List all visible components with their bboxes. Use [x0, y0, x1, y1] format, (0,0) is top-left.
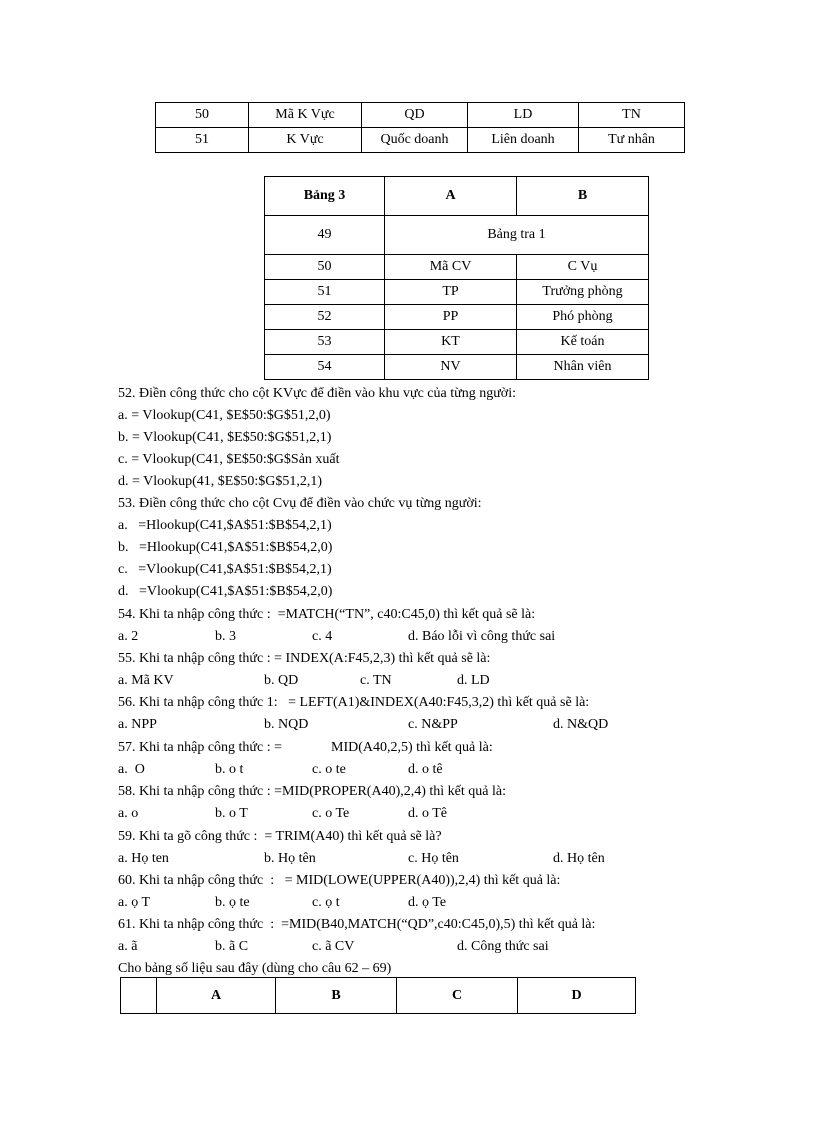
answer-option: a. Mã KV [118, 673, 174, 688]
table-cell: Phó phòng [517, 305, 649, 330]
question-53: 53. Điền công thức cho cột Cvụ để điền vào chức vụ từng người: [118, 496, 482, 511]
table-cell: Nhân viên [517, 355, 649, 380]
table-header-cell: A [385, 177, 517, 216]
table-row [265, 255, 649, 280]
table-cell: QD [362, 103, 468, 128]
answer-option: c. N&PP [408, 717, 458, 732]
table-cell: Bảng tra 1 [385, 216, 649, 255]
table-row [265, 330, 649, 355]
table-header-cell: C [397, 978, 518, 1014]
question-54: 54. Khi ta nhập công thức : =MATCH(“TN”, c40:C45,0) thì kết quả sẽ là: [118, 607, 536, 622]
table-header-cell: B [517, 177, 649, 216]
answer-option: a. ọ T [118, 895, 151, 910]
answer-option: c. ã CV [312, 939, 355, 954]
table-cell: LD [468, 103, 579, 128]
answer-option: d. Họ tên [553, 851, 605, 866]
table-cell: 54 [265, 355, 385, 380]
table-header-row [121, 978, 636, 1014]
answer-option: b. ọ te [215, 895, 250, 910]
answer-option: d. o Tê [408, 806, 448, 821]
question-61: 61. Khi ta nhập công thức : =MID(B40,MATCH(“QD”,c40:C45,0),5) thì kết quả là: [118, 917, 596, 932]
table-header-row [265, 177, 649, 216]
question-59: 59. Khi ta gõ công thức : = TRIM(A40) thì kết quả sẽ là? [118, 829, 442, 844]
table-cell: PP [385, 305, 517, 330]
answer-option: c. Họ tên [408, 851, 459, 866]
answer-option: a. O [118, 762, 145, 777]
table-cell: Kế toán [517, 330, 649, 355]
answer-option: c. 4 [312, 629, 333, 644]
answer-option: c. ọ t [312, 895, 340, 910]
answer-option: c. =Vlookup(C41,$A$51:$B$54,2,1) [118, 562, 332, 577]
table-intro: Cho bảng số liệu sau đây (dùng cho câu 62 – 69) [118, 961, 392, 976]
table-header-cell: B [276, 978, 397, 1014]
table-cell: Quốc doanh [362, 128, 468, 153]
answer-option: a. ã [118, 939, 138, 954]
table-header-cell: D [518, 978, 636, 1014]
answer-option: d. N&QD [553, 717, 609, 732]
question-52: 52. Điền công thức cho cột KVực để điền vào khu vực của từng người: [118, 386, 516, 401]
answer-option: c. o Te [312, 806, 350, 821]
answer-option: b. = Vlookup(C41, $E$50:$G$51,2,1) [118, 430, 332, 445]
answer-option: b. QD [264, 673, 299, 688]
table-cell: Mã CV [385, 255, 517, 280]
question-58: 58. Khi ta nhập công thức : =MID(PROPER(A40),2,4) thì kết quả là: [118, 784, 506, 799]
answer-option: b. o t [215, 762, 244, 777]
table-cell: Trưởng phòng [517, 280, 649, 305]
table-cell: 52 [265, 305, 385, 330]
table-cell: Mã K Vực [249, 103, 362, 128]
position-table [264, 176, 649, 380]
data-table [120, 977, 636, 1014]
table-row [265, 305, 649, 330]
table-cell: 51 [156, 128, 249, 153]
table-header-cell [121, 978, 157, 1014]
table-header-cell: A [157, 978, 276, 1014]
question-57: 57. Khi ta nhập công thức : = MID(A40,2,5) thì kết quả là: [118, 740, 493, 755]
answer-option: d. ọ Te [408, 895, 447, 910]
answer-option: d. LD [457, 673, 490, 688]
answer-option: c. TN [360, 673, 392, 688]
table-cell: 50 [265, 255, 385, 280]
answer-option: a. 2 [118, 629, 139, 644]
answer-option: c. o te [312, 762, 346, 777]
table-row [265, 280, 649, 305]
question-56: 56. Khi ta nhập công thức 1: = LEFT(A1)&INDEX(A40:F45,3,2) thì kết quả sẽ là: [118, 695, 590, 710]
answer-option: d. Công thức sai [457, 939, 549, 954]
table-cell: TP [385, 280, 517, 305]
answer-option: a. Họ ten [118, 851, 169, 866]
table-cell: 50 [156, 103, 249, 128]
answer-option: b. NQD [264, 717, 309, 732]
question-55: 55. Khi ta nhập công thức : = INDEX(A:F45,2,3) thì kết quả sẽ là: [118, 651, 491, 666]
table-cell: Tư nhân [579, 128, 685, 153]
answer-option: b. Họ tên [264, 851, 316, 866]
table-cell: 53 [265, 330, 385, 355]
table-cell: TN [579, 103, 685, 128]
region-table [155, 102, 685, 153]
table-row [156, 128, 685, 153]
question-60: 60. Khi ta nhập công thức : = MID(LOWE(UPPER(A40)),2,4) thì kết quả là: [118, 873, 561, 888]
table-cell: Liên doanh [468, 128, 579, 153]
answer-option: a. NPP [118, 717, 157, 732]
answer-option: d. Báo lỗi vì công thức sai [408, 629, 556, 644]
table-header-cell: Bảng 3 [265, 177, 385, 216]
answer-option: b. 3 [215, 629, 236, 644]
answer-option: b. =Hlookup(C41,$A$51:$B$54,2,0) [118, 540, 333, 555]
answer-option: a. = Vlookup(C41, $E$50:$G$51,2,0) [118, 408, 331, 423]
table-cell: NV [385, 355, 517, 380]
answer-option: c. = Vlookup(C41, $E$50:$G$Sản xuất [118, 452, 340, 467]
answer-option: d. =Vlookup(C41,$A$51:$B$54,2,0) [118, 584, 333, 599]
answer-option: b. ã C [215, 939, 249, 954]
table-cell: 49 [265, 216, 385, 255]
table-row [265, 355, 649, 380]
answer-option: a. o [118, 806, 139, 821]
answer-option: d. = Vlookup(41, $E$50:$G$51,2,1) [118, 474, 323, 489]
table-cell: C Vụ [517, 255, 649, 280]
answer-option: a. =Hlookup(C41,$A$51:$B$54,2,1) [118, 518, 332, 533]
table-cell: K Vực [249, 128, 362, 153]
answer-option: d. o tê [408, 762, 443, 777]
answer-option: b. o T [215, 806, 248, 821]
table-row [265, 216, 649, 255]
table-row [156, 103, 685, 128]
table-cell: 51 [265, 280, 385, 305]
table-cell: KT [385, 330, 517, 355]
